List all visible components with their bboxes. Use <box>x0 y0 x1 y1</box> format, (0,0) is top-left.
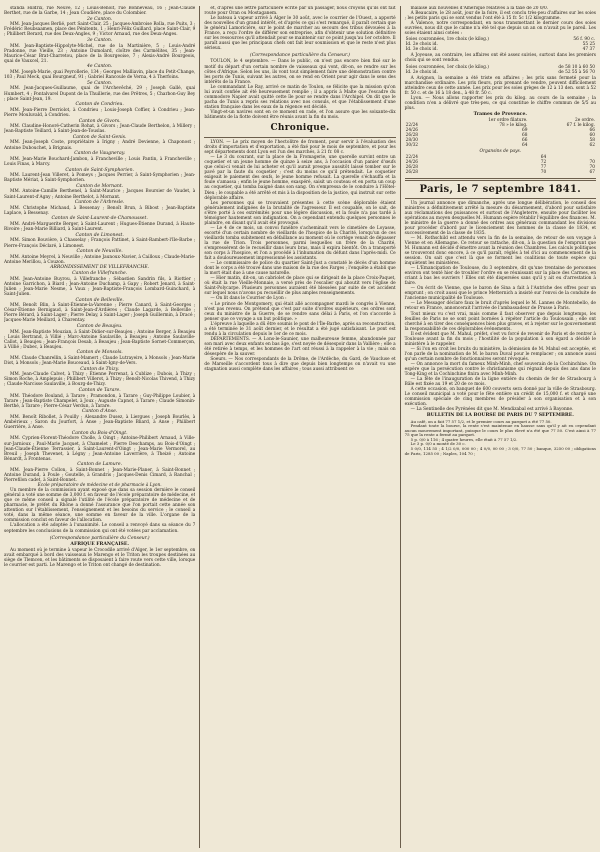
table-cell: 70 <box>540 170 547 176</box>
article-paragraph: MM. Théodore Bouland, à Tarare ; Pramondon, à Tarare ; Guy-Philippe Loubier, à Tarare ; Jean-Baptiste Champelet, à Joux ; Auguste Capnot, à Tarare ; Claude Simonin-Berthé, à Tarare ; Pierre-César Verdun, à Tarare. <box>4 393 196 409</box>
canton-heading: Canton de Mornant. <box>76 183 124 189</box>
article-paragraph: A Joyeuse, au contraire, les affaires ont été assez suivies, surtout dans les premiers choix qui se sont vendus. <box>404 53 596 64</box>
italic-subheading: Ecole préparatoire de médecine et de pharmacie à Lyon. <box>37 483 162 489</box>
article-paragraph: MM. Jean-Joseph Coste, propriétaire à Irigny ; André Devienne, à Chaponost ; Antoine Dubouchet, à Brignais. <box>4 140 196 151</box>
table-cell: 70 <box>589 160 595 166</box>
canton-heading: Canton de l'Arbresle. <box>74 200 125 206</box>
article-paragraph: MM. Jean-Jacques Berlié, port Saint-Clair, 25 ; Jacques-Ambroise Rolla, rue Puits, 3 ; Frédéric Reubsaamen, place des Pénitents, 1 ; Henri-Félix Guillard, place Saint-Clair, 9 ; Philibert Berard, rue des Deux-Angles, 9 ; Victor Arnaud, rue des Deux-Anges. <box>4 22 196 38</box>
section-title: Trames de Provence. <box>473 111 527 117</box>
article-paragraph: — L'Emancipation de Toulouse, du 3 septembre, dit qu'une trentaine de personnes environ ont tenté hier de troubler l'ordre en se réunissant sur la place des Carmes, en criant à bas les ouvriers ! Elles ont été dispersées sans qu'il y ait eu d'arrestation à faire. <box>404 266 596 287</box>
table-cell: Id. 2e choix id. <box>405 42 438 48</box>
article-paragraph: Soeurs. — Nos correspondants de la Drôme, de l'Ardèche, du Gard, de Vaucluse et de Marseille s'accordent tous à dire que depuis bien longtemps on n'avait vu une stagnation aussi complète dans les affaires ; tous aussi attribuent ce <box>204 357 396 373</box>
section-title: BULLETIN DE LA BOURSE DE PARIS DU 7 SEPTEMBRE. <box>426 413 574 419</box>
table-cell: 28/30 <box>405 138 419 144</box>
article-paragraph: A Avignon, la semaine a été triste en affaires ; les prix sans fermeté pour la marchandise ordinaire. Les prix fleurs, prix prenant de vendre, peuvent difficilement atteindre ceux de cette année. Les prix pour les soies grèges de 12 à 13 den. sont à 52 fr. 50 c. et de 16 à 18 den., à 48 fr. 50 c. <box>404 75 596 96</box>
article-paragraph: — On annonce la mort du fameux Minh-Minh, chef souverain de la Cochinchine. On espère que la persécution contre le christianisme qui régnait depuis des ans dans le Tong-King et la Cochinchine finira avec Minh-Minh. <box>404 362 596 378</box>
bourse-line: 5 p. 0/0 à 116 ; 4 quatre heures, elle était à 77 57 1/2. <box>410 436 518 442</box>
table-cell: de 52 55 à 56 70 <box>558 69 595 75</box>
article-paragraph: — On écrit de Vienne, que le baron de Sina a fait à l'Autriche des offres pour un emprunt ; on croit aussi que le prince Metternich a insisté sur l'envoi de la conduite de l'ancienne municipalité de Toulouse. <box>404 286 596 302</box>
table-cell: 67 f. le kilog. <box>566 123 595 129</box>
correspondence-heading: (Correspondance particulière du Censeur.) <box>49 535 150 541</box>
canton-heading: Canton de Tarare. <box>78 388 121 394</box>
chronique-heading: Chronique. <box>270 123 330 134</box>
dateline-heading: Paris, le 7 septembre 1841. <box>419 183 582 195</box>
table-cell: 22/24 <box>405 123 419 129</box>
canton-heading: Canton de Limonest. <box>75 232 124 238</box>
canton-heading: Canton de Monsols. <box>76 350 123 356</box>
canton-heading: Canton de Vaugneray. <box>74 151 126 157</box>
canton-heading: Canton de Neuville. <box>76 249 123 255</box>
article-paragraph: Le bateau à vapeur arrivé à Alger le 30 août, avec le courrier de l'Ouest, a apporté des nouvelles d'un grand intérêt, et d'après ce qui s'est remarqué, il paraît certain que le général Lamoricière, sur le point de marcher au secours des tribus dévouées à la France, a reçu l'ordre de différer son entreprise, afin d'obtenir une solution définitive sur les ressources qu'il attendait pour se maintenir sur ce point jusqu'au 1er octobre. Il paraît aussi que les principaux chefs ont fait leur soumission et que le reste n'est plus sérieux. <box>204 16 396 52</box>
article-paragraph: — On lit dans le Courrier de Lyon : <box>210 296 287 302</box>
table-cell: 69 <box>522 128 528 134</box>
canton-heading: Canton de Thizy. <box>80 366 120 372</box>
canton-heading: 4e Canton. <box>86 64 113 70</box>
article-paragraph: MM. Christophe Michaud, à Bessenay ; Benoît Brun, à Bibost ; Jean-Baptiste Laplace, à Bessenay. <box>4 205 196 216</box>
article-paragraph: MM. André-Marguerite Berger, à Saint-Laurent ; Hugues-Étienne Durand, à Haute-Rivoire ; Jean-Marie Billiard, à Saint-Laurent. <box>4 222 196 233</box>
article-paragraph: Tout mieux vu c'est vrai, mais comme il faut observer que depuis longtemps, les feuilles de Paris ne se sont point bornées à répéter l'article du Toulousain ; elle ont cherché à en tirer des conséquences bien plus graves, et à rejeter sur le gouvernement la responsabilité de ces déplorables événements. <box>404 311 596 332</box>
correspondence-heading: (Correspondance particulière du Censeur.) <box>250 53 350 59</box>
article-paragraph: Un membre de la commission ayant exposé que dans sa session dernière le conseil général a voté une somme de 3,000 f. en faveur de l'école préparatoire de médecine, et que ce même conseil a signalé l'utilité de l'école préparatoire de médecine et de pharmacie, le préfet du Rhône a donné l'assurance que l'on portait cette année son attention sur l'établissement, l'enseignement et les besoins du service ; le conseil a voté, dans la même séance, une somme en faveur de la ville. L'organe de la commission conclut en faveur de l'allocation. <box>4 488 196 524</box>
table-cell: 72 <box>540 160 547 166</box>
canton-heading: Canton d'Anse. <box>82 409 118 415</box>
article-paragraph: — Le commissaire de police du quartier Saint-Just a constaté le décès d'un homme dont le corps a été trouvé dans une maison de la rue des Farges ; l'enquête a établi que la mort était due à une cause naturelle. <box>204 261 396 277</box>
article-paragraph: MM. Simon Bouvière, à Chasselay ; François Pattinet, à Saint-Rambert-l'Ile-Barbe ; Pierre-François Déclaré, à Limonest. <box>4 238 196 249</box>
article-paragraph: — Hier matin, dit-on, un cabriolet de place qui se dirigeait de la place Croix-Paquet, où était la rue Vieille-Monnaie, a versé près de l'escalier qui aboutit vers l'église de Saint-Polycarpe. Plusieurs personnes auraient été blessées par suite de cet accident sur lequel nous n'avons pu recueillir de plus amples renseignements. <box>204 276 396 297</box>
canton-heading: Canton de Villefranche. <box>72 271 128 277</box>
canton-heading: 5e Canton. <box>86 80 113 86</box>
article-paragraph: standa Hildrix, rue Neuve, 12 ; Louis-Benoit, rue Bonneveau, 16 ; Jean-Claude Berthet, rue de la Garbe, 14 ; Jean Coudière, place du Colombier. <box>4 6 196 17</box>
bourse-line: 5 0/0, 114 55 ; 4 1/2 0/0, 000 00 ; 4 0/0, 00 00 ; 3 0/0, 77 50 ; banque, 3250 00 ; obligations de Paris, 1285 00 ; Naples, 104 70 ; <box>404 446 596 456</box>
table-cell: 66 <box>522 138 528 144</box>
table-cell: 68 <box>522 133 528 139</box>
article-paragraph: MM. Jean-Claude Calvet, à Thizy ; Étienne Perrenat, à Cublize ; Dubois, à Thizy ; Simon Roche, à Amplepuis ; Philibert Villerot, à Thizy ; Benoît-Nicolas Thivend, à Thizy ; Claude-Narcisse Saulaville, à Bourg-de-Thizy. <box>4 372 196 388</box>
article-paragraph: TOULON, le 4 septembre. — Dans le public, on n'est pas encore bien fixé sur le motif du départ d'un certain nombre de vaisseaux qui vont, dit-on, se rendre sur les côtes d'Afrique. Selon les uns, ils vont tout simplement faire une démonstration contre les ports de Tunis, suivant les autres, on se rend en Orient pour agir dans le sens des intérêts de la France. <box>204 59 396 85</box>
bourse-line: Le 3 p. 0/0 a monté de 30 c. <box>410 441 466 447</box>
canton-heading: ARRONDISSEMENT DE VILLEFRANCHE. <box>50 265 150 271</box>
article-paragraph: MM. Antoine-Camille Berthenel, à Saint-Maurice ; Jacques Boursier de Vaudet, à Saint-Laurent-d'Agny ; Antoine Berthelot, à Mornant. <box>4 189 196 200</box>
canton-heading: Canton de Saint-Genis. <box>72 134 127 140</box>
table-cell: 26/28 <box>405 170 419 176</box>
article-paragraph: MM. Claude Chanrellin, à Saint-Mamert ; Claude Lutrayeire, à Monsols ; Jean-Marie Diot, à Monsols ; Jean-Marie Bouceaud, à Saint-Igny-de-Vers. <box>4 356 196 367</box>
canton-heading: Canton de Lamure. <box>77 462 123 468</box>
table-cell: Id. 3e choix id. <box>405 47 438 53</box>
table-cell: de 58 10 à 60 50 <box>558 64 595 70</box>
bourse-line: Au café, on a fait 77 57 1/2, et le premier cours au parquet a été 77 50. <box>410 418 552 424</box>
table-cell: Id. 2e choix id. <box>405 69 438 75</box>
table-cell: 60 <box>589 133 595 139</box>
canton-heading: Canton de Condrieu. <box>75 102 124 108</box>
article-paragraph: Lyon. — Nous allons rapporter les prix du kilog. au cours de la semaine ; la condition n'en a délivré que très-peu, ce qui constitue le chiffre commun de 5/5 au plus. <box>404 95 596 111</box>
article-paragraph: MM. Benoît Blin, à Saint-Étienne-la-Varenne ; Pierre Canard, à Saint-Georges ; César-Étienne Bernigaud, à Saint-Jean-d'Ardières ; Claude Lagarde, à Belleville ; Pierre Bérard, à Saint-Lager ; Pierre Delay, à Saint-Lager ; Joseph Guillermin, à Dracé ; Jacques-Marie Meillard, à Charentay. <box>4 303 196 324</box>
table-cell: 26/28 <box>405 133 419 139</box>
article-paragraph: A cette occasion, on banquet de 600 couverts sera donné par la ville de Strasbourg. Le conseil municipal a voté pour le fête entière un crédit de 15,000 f. et chargé une commission spéciale de cinq membres de présider à son organisation et à son exécution. <box>404 387 596 408</box>
article-paragraph: MM. Joseph-Marie, quai Peyrollerie, 134 ; Georges Malliavin, place du Petit-Change, 103 ; Paul Meck, quai Bourgneuf, 91 ; Gabriel Rancoule de Verna, 4 à Therfoins. <box>4 70 196 81</box>
article-paragraph: L'épreuve à laquelle a dû être soumis le pont de l'Île-Barbe, après sa reconstruction, a été terminée le 31 août dernier, et le résultat a été jugé satisfaisant. Le pont est rendu à la circulation depuis le 1er de ce mois. <box>204 321 396 337</box>
canton-heading: Canton de Saint-Laurent-de-Chamousset. <box>51 216 148 222</box>
canton-heading: Canton de Givors. <box>78 118 121 124</box>
section-title: AFRIQUE FRANÇAISE. <box>70 541 129 547</box>
table-cell: 67 <box>589 170 595 176</box>
divider <box>204 137 395 138</box>
article-paragraph: A Valence, notre correspondant, en nous transmettant le dernier cours des soies ouvrées, nous dit que le calme n'a été tel que depuis un an on n'avait pu le pareil. Les soies étaient ainsi cotées : <box>404 21 596 37</box>
divider <box>405 198 596 199</box>
table-row <box>405 143 596 148</box>
column-right <box>400 6 596 848</box>
article-paragraph: MM. Claudine-Honoré-Catherin Rohat, à Givors ; Jean-Claude Berthelon, à Millery ; Jean-Baptiste Teillard, à Saint-Jean-de-Touslas. <box>4 124 196 135</box>
article-paragraph: « Le prince de Montgomery, qui était allé accompagner mardi le congrès à Vienne, n'est pas revenu. On prétend que c'est par suite d'ordres supérieurs, ces ordres sont ceux du ministre de la Guerre, de se rendre sans délai à Paris, et l'on s'accorde à penser que ce voyage a un but politique. » <box>204 301 396 322</box>
table-cell: 24/26 <box>405 128 419 134</box>
article-paragraph: Vingt-et-un navires sont en ce moment en rade, et l'on assure que les soixante-dix bâtiments de la flotte doivent être réunis avant la fin du mois. <box>204 109 396 120</box>
article-paragraph: A Beaucaire, le 28 août, jour de la foire, il est conclu très-peu d'affaires sur les soies ; les petits paris qui se sont vendus l'ont été à 15 fr. 5c 1/2 kilogramme. <box>404 11 596 22</box>
italic-subheading: Organsins de pays. <box>479 149 522 155</box>
table-cell: 64 <box>540 155 547 161</box>
table-cell: 56 f. 90 c. <box>573 37 595 43</box>
canton-heading: 2e Canton. <box>86 16 113 22</box>
article-paragraph: Les personnes qui se trouvaient présentes à cette scène déplorable étaient généralement indignées de la brutalité de l'agresseur. Il est coupable, on le sait, de s'être porté à ces extrémités pour une légère discussion, et la foule n'a pas tardé à témoigner hautement son indignation. On a cependant entendu quelques personnes le plaindre, en disant qu'il avait été provoqué. <box>204 200 396 226</box>
article-paragraph: — Le 4 de ce mois, un convoi funèbre s'acheminait vers le cimetière de Loyasse, escorté d'un certain nombre de vieillards de l'hospice de la Charité, lorsqu'un de ces vieillards tomba subitement en défaillance au moment où le cortège venait de dépasser la rue de Trion. Trois personnes, parmi lesquelles un frère de la Charité, s'empressèrent de le recueillir dans leurs bras, mais il expira bientôt. On a transporté son corps à l'hospice, et l'on a procédé à l'inhumation du défunt dans l'après-midi. Ce fait a douloureusement impressionné les assistants. <box>204 225 396 262</box>
article-paragraph: — La Sentinelle des Pyrénées dit que M. Mendizabal est arrivé à Bayonne. <box>410 407 574 413</box>
article-paragraph: MM. Jean-Pierre Collon, à Saint-Bonnet ; Jean-Marie-Planer, à Saint-Bonnet ; Antoine Durand, à Poule ; Goutelle, à Grandris ; Jacques-Denis Cimard, à Ranchal ; Pierrefilon cadet, à Saint-Bonnet. <box>4 467 196 484</box>
column-middle <box>199 6 395 848</box>
article-paragraph: DÉPARTEMENTS. — A Lons-le-Saunier, une malheureuse femme, abandonnée par son mari avec deux enfants en bas âge, s'est noyée de désespoir dans la Vallière ; elle a été retirée à temps, et les hommes de l'art ont réussi à la rappeler à la vie ; mais on désespère de la sauver. <box>204 336 396 357</box>
table-cell: 30/32 <box>405 143 419 149</box>
article-paragraph: L'allocation a été adoptée à l'unanimité. Le conseil a renvoyé dans sa séance du 7 septembre les conclusions de la commission qui ont été votées par acclamation. <box>4 523 196 534</box>
canton-heading: Canton de Beaujeu. <box>76 323 123 329</box>
price-table <box>405 118 596 148</box>
article-paragraph: et, d'après une lettre particulière écrite par un passager, nous croyons qu'ils ont fait route pour Oran ou Mostaganem. <box>204 6 396 17</box>
table-cell: 47 37 <box>582 47 595 53</box>
table-cell: 22/24 <box>405 155 419 161</box>
article-paragraph: MM. Jean-Marie Bouchard-Jambon, à Francheville ; Louis Pantin, à Francheville ; Louis Finas, à Marcy. <box>4 156 196 167</box>
canton-heading: Canton de Saint-Symphorien. <box>65 167 134 173</box>
table-cell: Soies couronnées, 1er choix (le kilog.) <box>405 64 489 70</box>
table-cell: 58 <box>589 138 595 144</box>
table-cell: 24/26 <box>405 160 419 166</box>
article-paragraph: malaise aux nouvelles d'Amérique relatives à la taxe de 20 0/0. <box>410 6 549 11</box>
table-cell: Soies couronnées, 1re choix (le kilog.) <box>405 37 489 43</box>
table-row <box>405 170 596 175</box>
article-paragraph: MM. Jean-Pierre Derriolot, à Condrieu ; Louis-Joseph Coffier, à Condrieu ; Jean-Pierre Mouluvald, à Condrieu. <box>4 107 196 118</box>
table-cell: 62 <box>589 143 595 149</box>
table-cell: 70 <box>589 165 595 171</box>
article-paragraph: — Le Messager déclare faux le bruit d'après lequel le M. Lannes de Montebello, de retour en France, annoncerait l'arrivée de l'ambassadeur de Prusse à Paris. <box>404 301 596 312</box>
article-paragraph: — La fête de l'inauguration de la ligne entière du chemin de fer de Strasbourg à Bâle est fixée au 19 et 20 de ce mois. <box>404 377 596 388</box>
table-cell: 77 <box>540 165 547 171</box>
article-paragraph: Au moment où je termine à vapeur le Crocodile arrivé d'Alger, le 1er septembre, on avait embarqué à bord des vaisseaux le Marengo et le Triton les troupes destinées au siège de Tlemcen, et les bâtiments se disposaient à faire route vers cette ville, lorsque le courrier est parti. Le Marengo et le Triton ont changé de destination. <box>4 547 196 568</box>
article-paragraph: — M. Rothschild est attendu vers la fin de la semaine, de retour de son voyage à Vienne et en Allemagne. Ce retour se rattache, dit-on, à la question de l'emprunt que M. Humann est décidé d'émettre avant la réunion des Chambres. Les calculs politiques se trouveront donc encore, à ce qu'il paraît, réglés à tel d'ici au commencement de la session. On sait que c'est là que se forment les coalitions de toute espèce qui inquiètent les ministères. <box>404 235 596 267</box>
article-paragraph: MM. Cyprien-Florent-Théodore Cholle, à Oingt ; Antoine-Philibert Arnaud, à Ville-sur-Jarnioux ; Paul-Marie Jacquet, à Chamelet ; Pierre Deschamps, au Bois-d'Oingt ; Jean-Claude-Étienne Terrassier, à Saint-Laurent-d'Oingt ; Jean-Marie Vermorel, au Breuil ; Joseph Thevenet, à Légny ; Jean-Antoine Laverrière, à Theizé ; Antoine Bénardt, à Frontenas. <box>4 436 196 462</box>
table-cell: 2e ordre. <box>574 117 595 123</box>
price-table <box>405 37 596 52</box>
article-paragraph: LYON. — Le prix moyen de l'hectolitre de froment, pour servir à l'évaluation des droits d'importation et d'exportation, a été fixé pour le mois de septembre, et pour les sept départements dont Lyon est l'un des marchés, à 21 fr. 08 c. <box>204 140 396 156</box>
table-cell: 1er ordre filature. <box>488 117 528 123</box>
table-cell: 55 25 <box>582 42 595 48</box>
article-paragraph: Un journal annonce que dimanche, après une longue délibération, le conseil des ministres a définitivement arrêté la mesure du désarmement, d'abord pour satisfaire aux réclamations des puissances et surtout de l'Angleterre, ensuite pour faciliter les opérations au moyen desquelles M. Humann espère rétablir l'équilibre des finances. M. le ministre de la guerre a donné des ordres aux généraux commandant les divisions pour procéder d'abord par le licenciement des hommes de la classe de 1834, et successivement de la classe de 1835. <box>404 200 596 236</box>
price-table <box>405 155 596 175</box>
canton-heading: Canton de Belleville. <box>75 297 124 303</box>
bourse-line: Pendant toute la bourse, la rente s'est maintenue en hausse sans qu'il y ait eu cependant aucun mouvement important, puisque le cours le plus élevé n'a été que 77 50. C'est ainsi à 77 75 que la rente a fermé au parquet. <box>404 423 596 438</box>
article-paragraph: Le commandant Le Ray, arrivé ce matin de Toulon, se félicite que la mission qu'on lui avait confiée ait été heureusement remplie ; il a appris à Malte que l'escadre du commodore Napier avait quitté cette île pour se rendre dans l'Archipel. On dit que le pacha de Tunis a repris ses relations avec nos consuls, et que l'établissement d'une station française dans les eaux de la régence est décidé. <box>204 84 396 110</box>
price-table <box>405 65 596 75</box>
article-paragraph: MM. Jean-Jacques-Guillaume, quai de l'Archevêché, 29 ; Joseph Gallé, quai Humbert, 4 ; Pontalvarel Dupont de la Thuillerie, rue des Prêtres, 5 ; Charbon-Guy Bey ; place Saint-Jean, 19. <box>4 86 196 102</box>
double-divider <box>405 178 596 181</box>
table-cell: 64 <box>522 143 528 149</box>
canton-heading: Canton du Bois-d'Oingt. <box>71 430 128 436</box>
article-paragraph: Il est évident que M. Mahul, préfet, s'est vu forcé de revenir de Paris et de rentrer à Toulouse avant la fin du mois ; l'hostilité de la population à son égard a décidé le ministère à le rappeler. <box>404 331 596 347</box>
table-cell: 26/28 <box>405 165 419 171</box>
article-paragraph: MM. Jean-Baptiste-Hippolyte-Michel, rue de la Martinière, 5 ; Louis-André Pradonne, rue Vieille, 23 ; Antoine Dumolard, cloître des Carmélites, 35 ; Jean-Maurice-César Brat-Charretou, place de la Bourgeoise, 7 ; Alexis-André Bourgeois, quai de Vauxcel, 21. <box>4 43 196 64</box>
canton-heading: 3e Canton. <box>86 38 113 44</box>
article-paragraph: — Le 3 du courant, sur la place de la Fromagerie, une querelle survint entre un coquetier et un jeune homme de quinze à seize ans, à l'occasion d'un panier d'œufs que celui-ci venait de lui acheter et qu'il aurait presque aussitôt laissé tomber sur le pavé par la faute du coquetier ; c'est du moins ce qu'il prétendait. Le coquetier exigeait le paiement des œufs, le jeune homme refusait. La querelle s'échauffa et la foule s'amassa ; enfin le jeune homme, exaspéré, saisit un couteau et en porta un coup au coquetier, qui tomba baigné dans son sang. On s'empressa de le conduire à l'Hôtel-Dieu ; le coupable a été arrêté et mis à la disposition de la justice, qui instruit sur cette déplorable affaire. <box>204 155 396 201</box>
article-paragraph: MM. Jean-Baptiste Mouzian, à Saint-Didier-sur-Beaujeu ; Antoine Berger, à Beaujeu ; Louis Bertrand, à Villié ; Marc-Antoine Saulaville, à Beaujeu ; Antoine Saulaville-Callot, à Beaujeu ; Jean-François Desab, à Beaujeu ; Jean-Baptiste Sornet-Commerçon, à Villié ; Dubec, à Beaujeu. <box>4 329 196 350</box>
article-paragraph: MM. Laurent-Jean Villeret, à Pomeys ; Jacques Perrier, à Saint-Symphorien ; Jean-Baptiste Mériat, à Saint-Symphorien. <box>4 173 196 184</box>
article-paragraph: MM. Jean-Antoine Buyrou, à Villefranche ; Sébastien Sandrin fils, à Riottier ; Antoine Garrichon, à Biard ; Jean-Antoine Duchamp, à Gapy ; Robert Jenard, à Saint-Julien ; Jean-Marie Nesme, à Vaux ; Jean-Baptiste-François Lombard-Guinchard, à Saint-Julien. <box>4 276 196 297</box>
table-cell: 66 <box>589 128 595 134</box>
table-row <box>405 47 596 52</box>
table-row <box>405 70 596 75</box>
article-paragraph: — Si l'on en croit les bruits du ministère, la démission de M. Mahul est acceptée, et l'on parle de la nomination de M. le baron Duval pour le remplacer ; on annonce aussi qu'un certain nombre de fonctionnaires seront révoqués. <box>404 346 596 362</box>
article-paragraph: MM. Antoine Meyrel, à Neuville ; Antoine Jaunoux-Navier, à Cailloux ; Claude-Marie-Antoine Merillou, à Couzon. <box>4 254 196 265</box>
article-paragraph: MM. Benoît Ribollet, à Pouilly ; Alexandre Dusez, à Liergues ; Joseph Bourlès, à Ambérieux ; Saron du Jourfort, à Anse ; Jean-Baptiste Bliard, à Anse ; Philibert Guerrière, à Anse. <box>4 415 196 431</box>
column-left <box>4 6 195 848</box>
table-cell: 78 » le kilog. <box>499 123 528 129</box>
